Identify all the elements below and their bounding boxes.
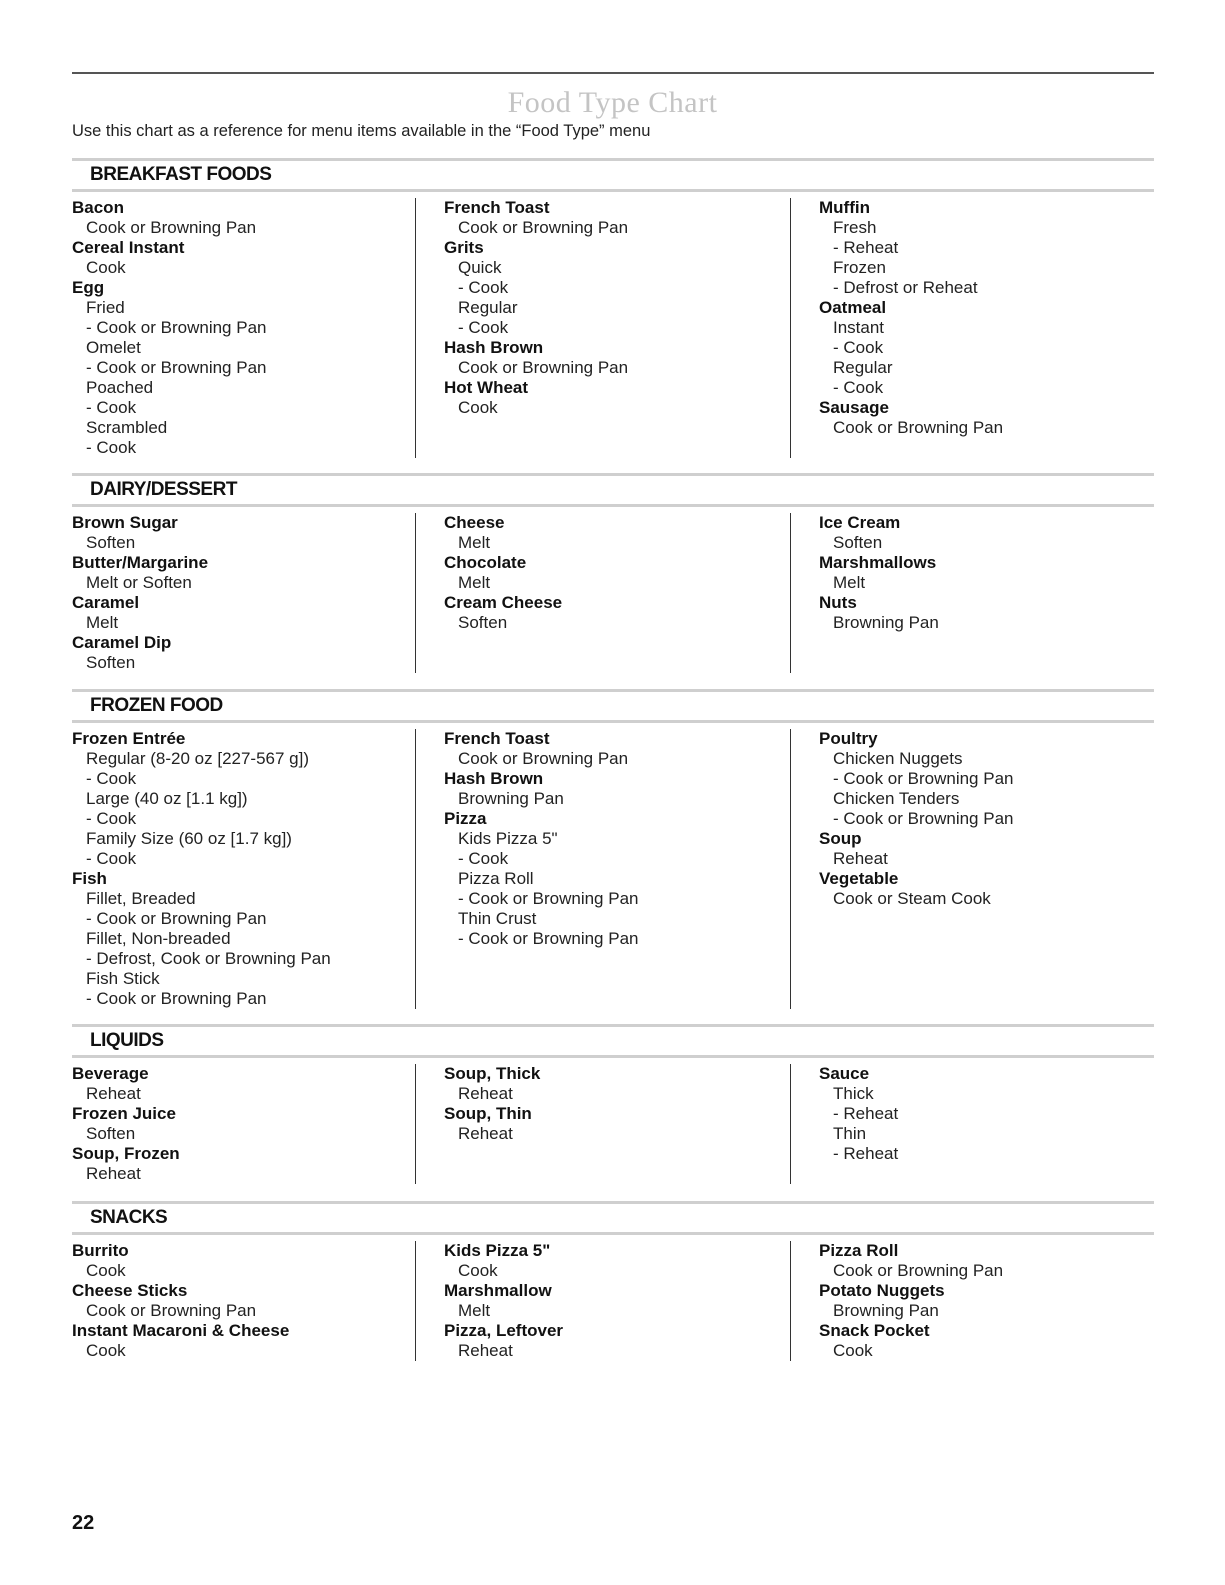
- food-item-option: Cook: [86, 1341, 126, 1360]
- section-columns: [72, 1058, 1154, 1184]
- food-item-option: Poached: [86, 378, 154, 397]
- food-item-heading: Ice Cream: [819, 513, 901, 532]
- food-item-option: - Reheat: [833, 1104, 899, 1123]
- food-item-option: - Cook or Browning Pan: [86, 318, 267, 337]
- food-item-option: Soften: [458, 613, 508, 632]
- food-item-option: Melt: [86, 613, 119, 632]
- column-1: [72, 1241, 415, 1361]
- food-item-heading: Frozen Entrée: [72, 729, 186, 748]
- food-item-option: - Defrost or Reheat: [833, 278, 978, 297]
- column-3: [790, 1241, 1151, 1361]
- section-snacks: [72, 1201, 1154, 1361]
- top-rule: [72, 72, 1154, 74]
- food-item-heading: Cereal Instant: [72, 238, 185, 257]
- food-item-heading: Soup, Thin: [444, 1104, 532, 1123]
- food-item-option: - Cook: [86, 809, 137, 828]
- food-item-option: Cook: [458, 398, 498, 417]
- food-item-option: Melt or Soften: [86, 573, 192, 592]
- food-item-heading: Marshmallow: [444, 1281, 552, 1300]
- food-item-option: Reheat: [458, 1084, 513, 1103]
- food-item-option: - Defrost, Cook or Browning Pan: [86, 949, 331, 968]
- column-1: [72, 729, 415, 1009]
- food-item-option: - Reheat: [833, 238, 899, 257]
- food-item-heading: Nuts: [819, 593, 857, 612]
- food-item-heading: Hot Wheat: [444, 378, 529, 397]
- food-item-option: Fresh: [833, 218, 877, 237]
- food-item-option: Fried: [86, 298, 125, 317]
- food-item-heading: Cheese Sticks: [72, 1281, 188, 1300]
- food-item-option: Fish Stick: [86, 969, 160, 988]
- food-item-option: Browning Pan: [458, 789, 564, 808]
- food-item-option: Fillet, Breaded: [86, 889, 196, 908]
- column-3: [790, 1064, 1151, 1184]
- column-3: [790, 198, 1151, 458]
- food-item-heading: Snack Pocket: [819, 1321, 930, 1340]
- food-item-option: Regular: [833, 358, 893, 377]
- food-item-option: Cook or Browning Pan: [458, 218, 629, 237]
- food-item-option: Pizza Roll: [458, 869, 534, 888]
- food-item-option: - Cook or Browning Pan: [458, 929, 639, 948]
- column-1: [72, 198, 415, 458]
- food-item-option: Cook or Browning Pan: [833, 418, 1004, 437]
- section-columns: [72, 723, 1154, 1009]
- food-item-option: - Cook: [86, 849, 137, 868]
- food-item-option: Frozen: [833, 258, 886, 277]
- food-item-heading: Sausage: [819, 398, 889, 417]
- food-item-option: Melt: [458, 573, 491, 592]
- food-item-option: Thin Crust: [458, 909, 537, 928]
- food-item-option: Cook or Browning Pan: [86, 1301, 257, 1320]
- section-columns: [72, 507, 1154, 673]
- food-item-heading: Soup: [819, 829, 862, 848]
- food-item-heading: Chocolate: [444, 553, 527, 572]
- food-item-option: - Cook or Browning Pan: [86, 358, 267, 377]
- food-item-option: Thin: [833, 1124, 867, 1143]
- column-1: [72, 513, 415, 673]
- food-item-option: - Cook: [833, 378, 884, 397]
- food-item-heading: Soup, Thick: [444, 1064, 541, 1083]
- food-item-heading: Burrito: [72, 1241, 129, 1260]
- food-item-option: - Cook or Browning Pan: [458, 889, 639, 908]
- food-item-option: Chicken Nuggets: [833, 749, 963, 768]
- food-item-heading: Kids Pizza 5": [444, 1241, 551, 1260]
- food-item-option: - Cook: [833, 338, 884, 357]
- food-item-option: - Cook: [86, 769, 137, 788]
- food-item-option: Cook: [86, 1261, 126, 1280]
- food-item-option: Family Size (60 oz [1.7 kg]): [86, 829, 292, 848]
- food-item-option: Scrambled: [86, 418, 168, 437]
- food-item-heading: Instant Macaroni & Cheese: [72, 1321, 290, 1340]
- food-item-heading: Hash Brown: [444, 769, 544, 788]
- food-item-option: - Cook: [458, 849, 509, 868]
- food-item-heading: Butter/Margarine: [72, 553, 209, 572]
- food-item-option: - Cook: [86, 438, 137, 457]
- section-title: FROZEN FOOD: [90, 695, 223, 716]
- food-item-option: - Cook or Browning Pan: [86, 989, 267, 1008]
- food-item-option: Cook or Browning Pan: [458, 358, 629, 377]
- food-item-heading: Potato Nuggets: [819, 1281, 945, 1300]
- food-item-heading: Frozen Juice: [72, 1104, 176, 1123]
- food-item-heading: Caramel: [72, 593, 140, 612]
- section-columns: [72, 192, 1154, 458]
- food-item-heading: Pizza, Leftover: [444, 1321, 564, 1340]
- section-columns: [72, 1235, 1154, 1361]
- food-item-option: Thick: [833, 1084, 874, 1103]
- section-title: BREAKFAST FOODS: [90, 164, 272, 185]
- food-item-option: Melt: [458, 533, 491, 552]
- food-item-option: Melt: [833, 573, 866, 592]
- food-item-option: Soften: [86, 1124, 136, 1143]
- food-item-option: Chicken Tenders: [833, 789, 960, 808]
- food-item-option: Soften: [86, 653, 136, 672]
- column-3: [790, 513, 1151, 673]
- page-number: 22: [72, 1512, 95, 1534]
- section-title: LIQUIDS: [90, 1030, 164, 1051]
- food-item-option: Melt: [458, 1301, 491, 1320]
- food-item-option: Cook: [833, 1341, 873, 1360]
- food-item-heading: Egg: [72, 278, 105, 297]
- food-item-option: Instant: [833, 318, 885, 337]
- food-item-option: Omelet: [86, 338, 141, 357]
- section-header: [72, 473, 1154, 507]
- column-2: [415, 1241, 790, 1361]
- food-item-option: Soften: [833, 533, 883, 552]
- food-item-heading: Oatmeal: [819, 298, 887, 317]
- food-item-heading: Cheese: [444, 513, 505, 532]
- food-item-heading: Brown Sugar: [72, 513, 178, 532]
- food-item-heading: Muffin: [819, 198, 870, 217]
- food-item-option: Cook: [86, 258, 126, 277]
- food-item-heading: Fish: [72, 869, 107, 888]
- food-item-option: - Cook or Browning Pan: [86, 909, 267, 928]
- food-item-heading: Vegetable: [819, 869, 899, 888]
- column-2: [415, 1064, 790, 1184]
- food-item-option: Cook: [458, 1261, 498, 1280]
- food-item-heading: Grits: [444, 238, 484, 257]
- intro-text: Use this chart as a reference for menu items available in the “Food Type” menu: [72, 122, 651, 140]
- column-2: [415, 729, 790, 1009]
- food-item-option: Soften: [86, 533, 136, 552]
- food-item-option: Reheat: [458, 1341, 513, 1360]
- food-item-option: Reheat: [86, 1084, 141, 1103]
- column-1: [72, 1064, 415, 1184]
- food-item-heading: Hash Brown: [444, 338, 544, 357]
- section-breakfast-foods: [72, 158, 1154, 458]
- food-item-option: Reheat: [86, 1164, 141, 1183]
- food-item-heading: Bacon: [72, 198, 124, 217]
- food-item-heading: Soup, Frozen: [72, 1144, 180, 1163]
- page-title: Food Type Chart: [507, 86, 718, 119]
- food-item-heading: French Toast: [444, 729, 550, 748]
- food-item-option: - Cook: [458, 278, 509, 297]
- section-dairy-dessert: [72, 473, 1154, 673]
- food-item-option: Cook or Browning Pan: [86, 218, 257, 237]
- food-item-heading: French Toast: [444, 198, 550, 217]
- food-item-heading: Caramel Dip: [72, 633, 172, 652]
- food-item-option: Reheat: [833, 849, 888, 868]
- section-title: SNACKS: [90, 1207, 168, 1228]
- section-title: DAIRY/DESSERT: [90, 479, 237, 500]
- food-item-option: - Cook: [458, 318, 509, 337]
- food-item-option: - Cook or Browning Pan: [833, 809, 1014, 828]
- food-item-option: Cook or Browning Pan: [833, 1261, 1004, 1280]
- food-item-option: Cook or Steam Cook: [833, 889, 991, 908]
- food-item-option: Browning Pan: [833, 1301, 939, 1320]
- food-item-heading: Pizza: [444, 809, 487, 828]
- food-item-option: - Cook: [86, 398, 137, 417]
- food-item-option: Cook or Browning Pan: [458, 749, 629, 768]
- food-item-heading: Sauce: [819, 1064, 870, 1083]
- food-item-option: Regular (8-20 oz [227-567 g]): [86, 749, 310, 768]
- food-item-option: Browning Pan: [833, 613, 939, 632]
- column-3: [790, 729, 1151, 1009]
- section-header: [72, 689, 1154, 723]
- section-header: [72, 1201, 1154, 1235]
- food-item-heading: Marshmallows: [819, 553, 937, 572]
- food-item-option: Kids Pizza 5": [458, 829, 558, 848]
- food-item-heading: Beverage: [72, 1064, 149, 1083]
- food-item-heading: Poultry: [819, 729, 878, 748]
- section-header: [72, 1024, 1154, 1058]
- section-header: [72, 158, 1154, 192]
- food-item-heading: Pizza Roll: [819, 1241, 899, 1260]
- food-item-option: Regular: [458, 298, 518, 317]
- column-2: [415, 198, 790, 458]
- column-2: [415, 513, 790, 673]
- food-item-option: Large (40 oz [1.1 kg]): [86, 789, 248, 808]
- food-item-option: Quick: [458, 258, 502, 277]
- food-item-option: - Reheat: [833, 1144, 899, 1163]
- food-item-option: Reheat: [458, 1124, 513, 1143]
- food-item-heading: Cream Cheese: [444, 593, 563, 612]
- section-liquids: [72, 1024, 1154, 1184]
- section-frozen-food: [72, 689, 1154, 1009]
- food-item-option: Fillet, Non-breaded: [86, 929, 231, 948]
- food-item-option: - Cook or Browning Pan: [833, 769, 1014, 788]
